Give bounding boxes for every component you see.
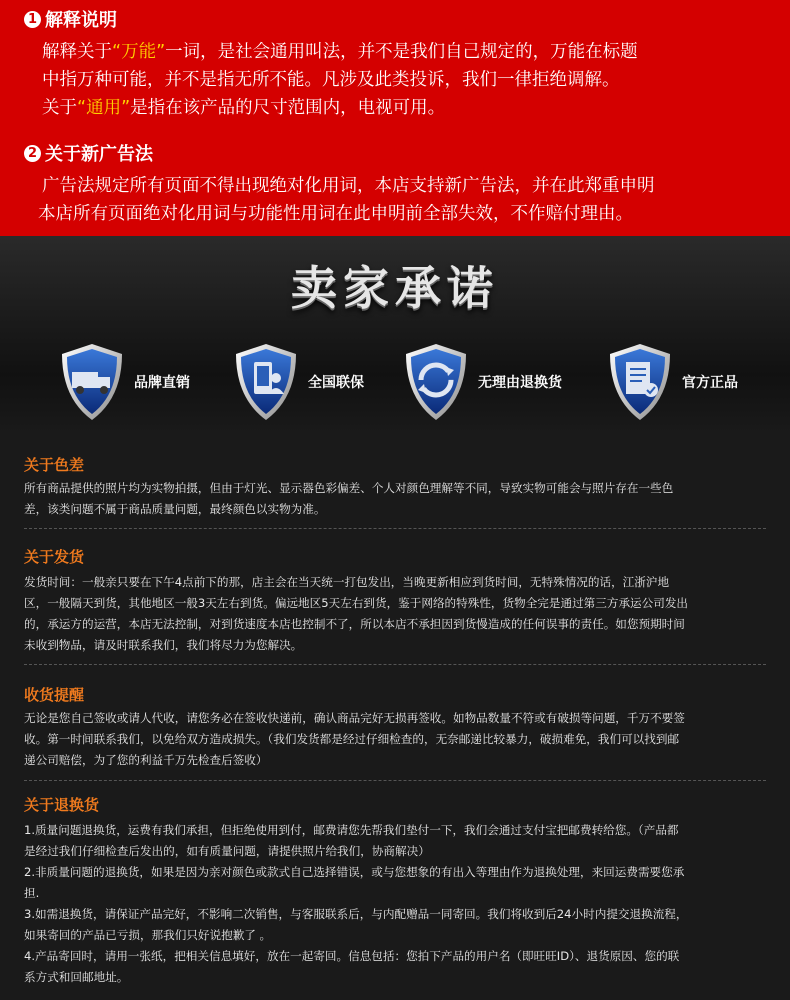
badge-label: 官方正品 — [682, 375, 738, 391]
section2-heading — [24, 140, 153, 166]
text-line: 的，承运方的运营，本店无法控制，对到货速度本店也控制不了，所以本店不承担因到货慢造成的任何误事的责任。如您预期时间 — [24, 617, 685, 631]
text-line: 未收到物品，请及时联系我们，我们将尽力为您解决。 — [24, 638, 303, 652]
shipping-text — [24, 572, 766, 656]
promise-title: 卖家承诺 — [291, 261, 499, 315]
badge-label: 无理由退换货 — [478, 375, 562, 391]
text-line: 担. — [24, 886, 40, 900]
line-text: 是指在该产品的尺寸范围内，电视可用。 — [130, 98, 446, 118]
text-line: 1.质量问题退换货，运费有我们承担，但拒绝使用到付，邮费请您先帮我们垫付一下，我们会通过支付宝把邮费转给您。（产品都 — [24, 823, 679, 837]
badge-brand-direct — [58, 340, 190, 424]
badge-label: 品牌直销 — [134, 375, 190, 391]
text-line: 系方式和回邮地址。 — [24, 970, 129, 984]
number-badge: 1 — [24, 11, 41, 28]
text-line: 无论是您自己签收或请人代收，请您务必在签收快递前，确认商品完好无损再签收。如物品数量不符或有破损等问题，千万不要签 — [24, 711, 685, 725]
refresh-icon — [402, 342, 470, 422]
shipping-title: 关于发货 — [24, 548, 85, 566]
line-text: 解释关于 — [42, 42, 112, 62]
line-text: 一词，是社会通用叫法，并不是我们自己规定的，万能在标题 — [165, 42, 638, 62]
section1-line1 — [42, 40, 782, 64]
text-line: 递公司赔偿，为了您的利益千万先检查后签收） — [24, 753, 268, 767]
text-line: 4.产品寄回时，请用一张纸，把相关信息填好，放在一起寄回。信息包括：您拍下产品的用户名（即旺旺ID）、退货原因、您的联 — [24, 949, 680, 963]
returns-text — [24, 820, 766, 988]
highlight-wanneng: “万能” — [112, 42, 166, 62]
section2-title: 关于新广告法 — [45, 144, 153, 165]
badge-official-genuine — [606, 340, 738, 424]
text-line: 所有商品提供的照片均为实物拍摄，但由于灯光、显示器色彩偏差、个人对颜色理解等不同，导致实物可能会与照片存在一些色 — [24, 481, 674, 495]
badge-free-returns — [402, 340, 562, 424]
phone-user-icon — [232, 342, 300, 422]
text-line: 收。第一时间联系我们，以免给双方造成损失。（我们发货都是经过仔细检查的，无奈邮递比较暴力，破损难免，我们可以找到邮 — [24, 732, 680, 746]
section1-title: 解释说明 — [45, 10, 117, 31]
badge-national-warranty — [232, 340, 364, 424]
text-line: 发货时间：一般亲只要在下午4点前下的那，店主会在当天统一打包发出，当晚更新相应到货时间，无特殊情况的话，江浙沪地 — [24, 575, 670, 589]
receipt-title: 收货提醒 — [24, 686, 85, 704]
text-line: 如果寄回的产品已亏损，那我们只好说抱歉了 。 — [24, 928, 272, 942]
receipt-text — [24, 708, 766, 771]
color-diff-text — [24, 478, 766, 520]
highlight-tongyong: “通用” — [77, 98, 131, 118]
truck-icon — [58, 342, 126, 422]
seller-promise-panel — [0, 236, 790, 434]
text-line: 3.如需退换货，请保证产品完好，不影响二次销售，与客服联系后，与内配赠品一同寄回。我们将收到后24小时内提交退换流程， — [24, 907, 688, 921]
color-diff-title: 关于色差 — [24, 456, 85, 474]
text-line: 区，一般隔天到货，其他地区一般3天左右到货。偏远地区5天左右到货，鉴于网络的特殊性，货物全完是通过第三方承运公司发出 — [24, 596, 689, 610]
badge-label: 全国联保 — [308, 375, 364, 391]
certificate-icon — [606, 342, 674, 422]
divider — [24, 780, 766, 781]
text-line: 2.非质量问题的退换货，如果是因为亲对颜色或款式自己选择错误，或与您想象的有出入等理由作为退换处理，来回运费需要您承 — [24, 865, 685, 879]
disclaimer-banner — [0, 0, 790, 236]
section1-line3 — [42, 96, 782, 120]
section1-line2: 中指万种可能，并不是指无所不能。凡涉及此类投诉，我们一律拒绝调解。 — [42, 70, 620, 90]
section1-heading — [24, 6, 117, 32]
policy-info — [0, 434, 790, 1000]
section2-line2: 本店所有页面绝对化用词与功能性用词在此申明前全部失效，不作赔付理由。 — [38, 204, 633, 224]
line-text: 关于 — [42, 98, 77, 118]
divider — [24, 528, 766, 529]
text-line: 差，该类问题不属于商品质量问题，最终颜色以实物为准。 — [24, 502, 326, 516]
text-line: 是经过我们仔细检查后发出的，如有质量问题，请提供照片给我们，协商解决） — [24, 844, 430, 858]
divider — [24, 664, 766, 665]
number-badge: 2 — [24, 145, 41, 162]
section2-line1: 广告法规定所有页面不得出现绝对化用词，本店支持新广告法，并在此郑重申明 — [42, 176, 655, 196]
returns-title: 关于退换货 — [24, 796, 100, 814]
